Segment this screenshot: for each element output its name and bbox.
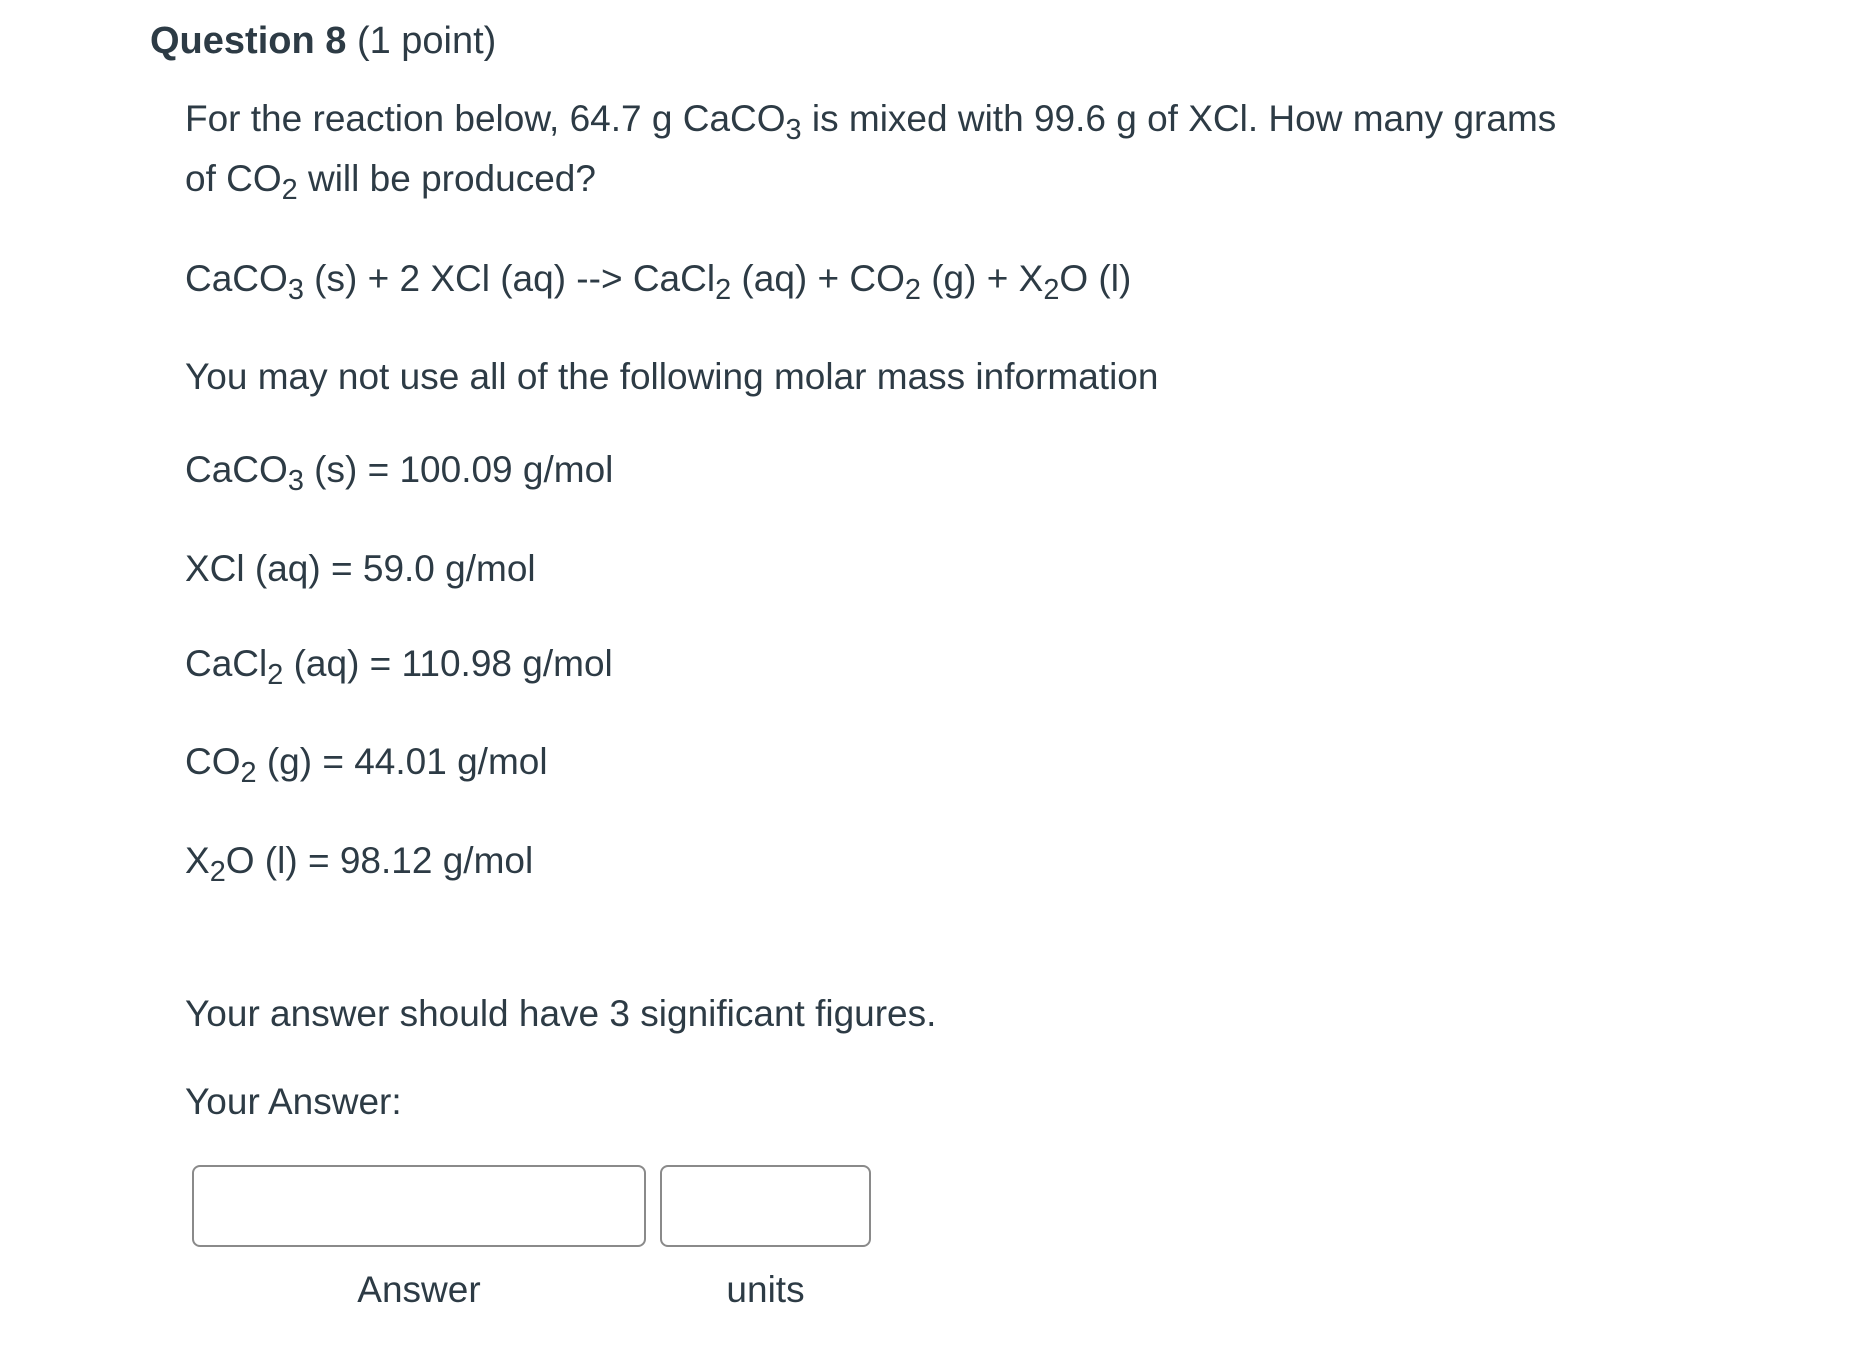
equation-subscript: 2 bbox=[715, 274, 732, 307]
molar-mass-text: CO bbox=[185, 741, 241, 782]
equation-text: (aq) + CO bbox=[731, 258, 905, 299]
molar-mass-text: (s) = 100.09 g/mol bbox=[303, 449, 614, 490]
molar-mass-text: X bbox=[185, 840, 210, 881]
equation-subscript: 2 bbox=[904, 274, 921, 307]
prompt-text: is mixed with 99.6 g of XCl. How many grams bbox=[801, 98, 1557, 139]
prompt-text: For the reaction below, 64.7 g CaCO bbox=[185, 98, 786, 139]
equation-subscript: 3 bbox=[287, 274, 304, 307]
molar-mass-xcl: XCl (aq) = 59.0 g/mol bbox=[185, 548, 536, 589]
units-input-label: units bbox=[726, 1269, 805, 1310]
molar-mass-text: (g) = 44.01 g/mol bbox=[256, 741, 548, 782]
reaction-equation bbox=[185, 255, 1132, 307]
molar-mass-subscript: 2 bbox=[209, 856, 226, 889]
prompt-subscript: 3 bbox=[785, 114, 802, 147]
units-input[interactable] bbox=[660, 1165, 871, 1247]
prompt-subscript: 2 bbox=[281, 174, 298, 207]
molar-mass-subscript: 2 bbox=[240, 757, 257, 790]
molar-mass-text: (aq) = 110.98 g/mol bbox=[283, 643, 613, 684]
equation-subscript: 2 bbox=[1043, 274, 1060, 307]
answer-input[interactable] bbox=[192, 1165, 646, 1247]
equation-text: (g) + X bbox=[920, 258, 1044, 299]
prompt-line-1 bbox=[185, 95, 1557, 147]
molar-mass-co2 bbox=[185, 738, 548, 790]
prompt-line-2 bbox=[185, 155, 596, 207]
molar-mass-text: CaCl bbox=[185, 643, 268, 684]
question-title: Question 8 bbox=[150, 20, 347, 62]
molar-mass-caco3 bbox=[185, 446, 614, 498]
equation-text: CaCO bbox=[185, 258, 288, 299]
molar-mass-cacl2 bbox=[185, 640, 613, 692]
answer-input-label: Answer bbox=[357, 1269, 481, 1310]
sig-figs-note: Your answer should have 3 significant figures. bbox=[185, 993, 937, 1034]
molar-mass-intro: You may not use all of the following molar mass information bbox=[185, 356, 1159, 397]
molar-mass-subscript: 3 bbox=[287, 465, 304, 498]
your-answer-label: Your Answer: bbox=[185, 1081, 402, 1122]
question-header bbox=[150, 14, 496, 68]
molar-mass-text: O (l) = 98.12 g/mol bbox=[225, 840, 534, 881]
molar-mass-x2o bbox=[185, 837, 534, 889]
molar-mass-text: CaCO bbox=[185, 449, 288, 490]
molar-mass-subscript: 2 bbox=[267, 659, 284, 692]
question-points: (1 point) bbox=[356, 20, 497, 62]
equation-text: O (l) bbox=[1059, 258, 1132, 299]
prompt-text: will be produced? bbox=[297, 158, 596, 199]
equation-text: (s) + 2 XCl (aq) --> CaCl bbox=[303, 258, 716, 299]
prompt-text: of CO bbox=[185, 158, 282, 199]
